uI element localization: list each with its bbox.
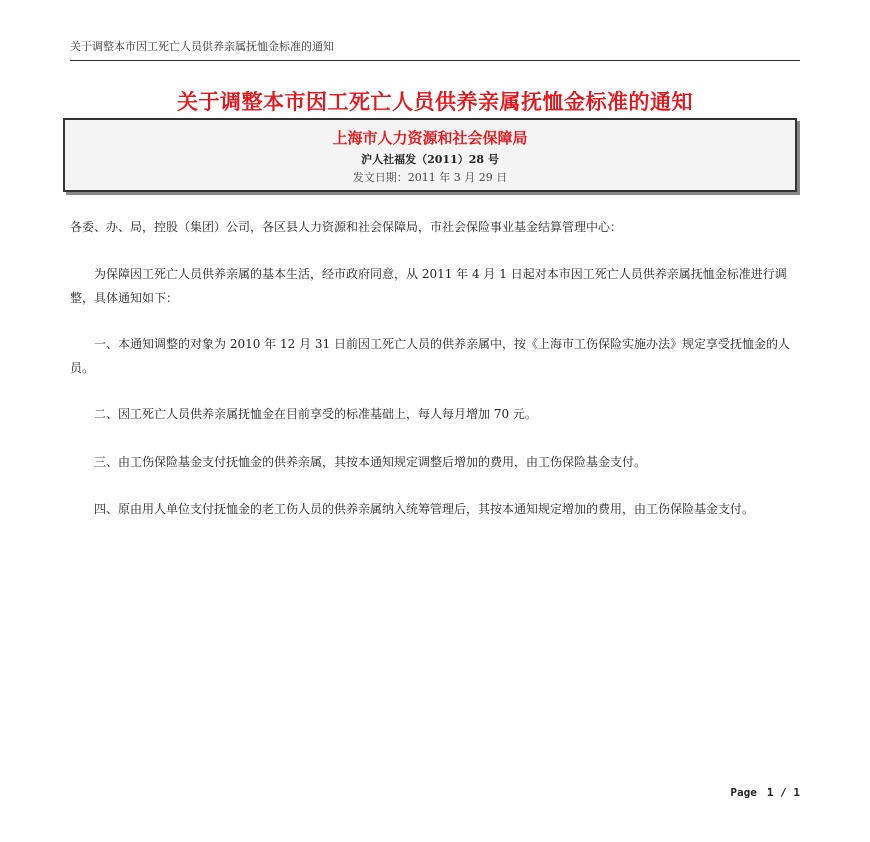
intro-paragraph: 为保障因工死亡人员供养亲属的基本生活，经市政府同意，从 2011 年 4 月 1 日起对本市因工死亡人员供养亲属抚恤金标准进行调整，具体通知如下： xyxy=(70,267,787,305)
running-header: 关于调整本市因工死亡人员供养亲属抚恤金标准的通知 xyxy=(70,40,800,61)
item-3-paragraph: 三、由工伤保险基金支付抚恤金的供养亲属，其按本通知规定调整后增加的费用，由工伤保险基金支付。 xyxy=(94,455,647,469)
issuer-box xyxy=(63,118,797,192)
salutation-paragraph: 各委、办、局，控股（集团）公司，各区县人力资源和社会保障局，市社会保险事业基金结算管理中心： xyxy=(70,220,623,234)
page-label: Page xyxy=(730,786,757,799)
item-2-paragraph: 二、因工死亡人员供养亲属抚恤金在目前享受的标准基础上，每人每月增加 70 元。 xyxy=(94,407,537,421)
page-footer xyxy=(700,786,800,800)
document-title: 关于调整本市因工死亡人员供养亲属抚恤金标准的通知 xyxy=(177,89,693,114)
document-number: 沪人社福发（2011）28 号 xyxy=(361,153,499,166)
item-4-paragraph: 四、原由用人单位支付抚恤金的老工伤人员的供养亲属纳入统筹管理后，其按本通知规定增加的费用，由工伤保险基金支付。 xyxy=(94,502,755,516)
item-1-paragraph: 一、本通知调整的对象为 2010 年 12 月 31 日前因工死亡人员的供养亲属中，按《上海市工伤保险实施办法》规定享受抚恤金的人员。 xyxy=(70,337,790,375)
issue-date: 发文日期：2011 年 3 月 29 日 xyxy=(352,171,508,184)
page-number: 1 / 1 xyxy=(766,786,800,799)
issuer-name: 上海市人力资源和社会保障局 xyxy=(332,129,528,147)
